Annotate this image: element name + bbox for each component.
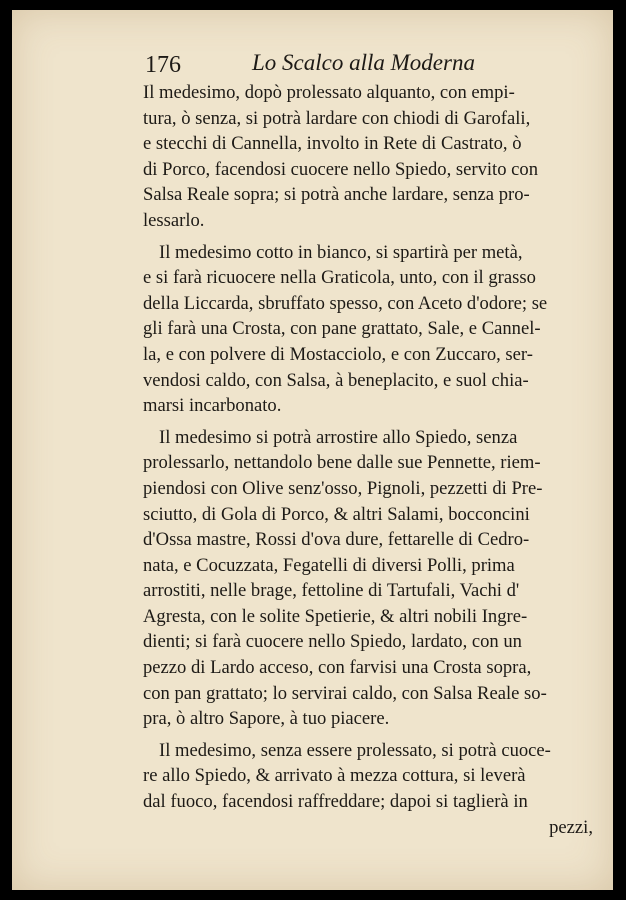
text-line: d'Ossa mastre, Rossi d'ova dure, fettarelle di Cedro-	[143, 529, 530, 551]
text-line: dal fuoco, facendosi raffreddare; dapoi si taglierà in	[143, 791, 528, 813]
text-line: marsi incarbonato.	[143, 395, 282, 417]
catchword: pezzi,	[549, 816, 593, 838]
text-line: Agresta, con le solite Spetierie, & altri nobili Ingre-	[143, 605, 528, 627]
text-line: Il medesimo, dopò prolessato alquanto, con empi-	[143, 82, 515, 103]
text-line: della Liccarda, sbruffato spesso, con Aceto d'odore; se	[143, 292, 548, 314]
text-line: Il medesimo, senza essere prolessato, si potrà cuoce-	[159, 739, 551, 761]
text-line: Il medesimo si potrà arrostire allo Spiedo, senza	[159, 426, 518, 448]
text-line: con pan grattato; lo servirai caldo, con Salsa Reale so-	[143, 682, 547, 704]
text-line: la, e con polvere di Mostacciolo, e con Zuccaro, ser-	[143, 343, 533, 365]
text-line: pezzo di Lardo acceso, con farvisi una Crosta sopra,	[143, 657, 532, 679]
paragraph-2	[143, 240, 615, 419]
text-line: e si farà ricuocere nella Graticola, unto, con il grasso	[143, 267, 536, 289]
paragraph-3	[143, 425, 615, 732]
text-line: nata, e Cocuzzata, Fegatelli di diversi Polli, prima	[143, 554, 515, 576]
text-line: lessarlo.	[143, 209, 205, 231]
text-line: di Porco, facendosi cuocere nello Spiedo, servito con	[143, 158, 538, 180]
paragraph-1	[143, 80, 615, 234]
text-line: re allo Spiedo, & arrivato à mezza cottura, si leverà	[143, 765, 526, 787]
text-line: vendosi caldo, con Salsa, à beneplacito, e suol chia-	[143, 369, 529, 391]
text-line: sciutto, di Gola di Porco, & altri Salami, bocconcini	[143, 503, 530, 525]
text-line: gli farà una Crosta, con pane grattato, Sale, e Cannel-	[143, 318, 541, 340]
text-line: pra, ò altro Sapore, à tuo piacere.	[143, 708, 390, 730]
text-line: prolessarlo, nettandolo bene dalle sue Pennette, riem-	[143, 452, 541, 474]
running-title: Lo Scalco alla Moderna	[252, 50, 475, 75]
text-line: arrostiti, nelle brage, fettoline di Tartufali, Vachi d'	[143, 580, 520, 602]
text-line: dienti; si farà cuocere nello Spiedo, lardato, con un	[143, 631, 522, 653]
text-line: Il medesimo cotto in bianco, si spartirà per metà,	[159, 241, 523, 263]
book-page	[12, 10, 613, 890]
running-head	[12, 10, 613, 78]
text-line: e stecchi di Cannella, involto in Rete di Castrato, ò	[143, 133, 522, 155]
page-number: 176	[145, 52, 181, 78]
paragraph-4	[143, 738, 615, 815]
text-line: piendosi con Olive senz'osso, Pignoli, pezzetti di Pre-	[143, 477, 543, 499]
text-line: tura, ò senza, si potrà lardare con chiodi di Garofali,	[143, 107, 531, 129]
text-block	[143, 80, 615, 840]
text-line: Salsa Reale sopra; si potrà anche lardare, senza pro-	[143, 184, 530, 206]
